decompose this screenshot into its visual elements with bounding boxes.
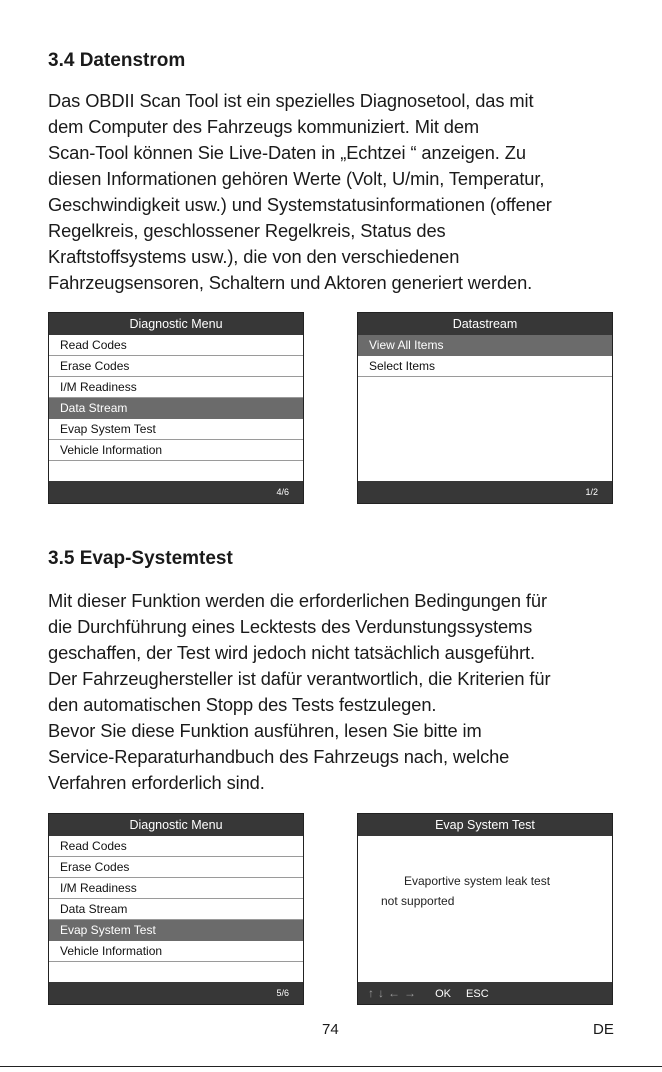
page-number: 74 <box>322 1021 339 1038</box>
menu-item-erase-codes[interactable]: Erase Codes <box>49 857 303 878</box>
screen-title: Diagnostic Menu <box>49 814 303 836</box>
screen-footer <box>49 982 303 1004</box>
screen-footer <box>358 481 612 503</box>
menu-item-data-stream[interactable]: Data Stream <box>49 398 303 419</box>
key-hints <box>368 982 489 1005</box>
screen-title: Diagnostic Menu <box>49 313 303 335</box>
screen-footer <box>358 982 612 1004</box>
page-indicator: 1/2 <box>585 487 598 497</box>
text-line: Fahrzeugsensoren, Schaltern und Aktoren generiert werden. <box>48 272 533 293</box>
text-line: Service-Reparaturhandbuch des Fahrzeugs nach, welche <box>48 746 510 767</box>
device-screen-datastream <box>357 312 613 504</box>
text-line: diesen Informationen gehören Werte (Volt, U/min, Temperatur, <box>48 168 545 189</box>
screen-title: Datastream <box>358 313 612 335</box>
menu-item-data-stream[interactable]: Data Stream <box>49 899 303 920</box>
text-line: Kraftstoffsystems usw.), die von den verschiedenen <box>48 246 460 267</box>
text-line: Der Fahrzeughersteller ist dafür verantwortlich, die Kriterien für <box>48 668 551 689</box>
menu-item-vehicle-information[interactable]: Vehicle Information <box>49 440 303 461</box>
menu-item-vehicle-information[interactable]: Vehicle Information <box>49 941 303 962</box>
menu-item-im-readiness[interactable]: I/M Readiness <box>49 878 303 899</box>
arrow-up-icon[interactable]: ↑ <box>368 986 374 1000</box>
text-line: dem Computer des Fahrzeugs kommuniziert. Mit dem <box>48 116 480 137</box>
menu-item-select-items[interactable]: Select Items <box>358 356 612 377</box>
device-screen-diagnostic-menu-evap <box>48 813 304 1005</box>
arrow-left-icon[interactable]: ← <box>388 986 400 1000</box>
section-heading-evap-systemtest: 3.5 Evap-Systemtest <box>48 548 233 569</box>
arrow-right-icon[interactable]: → <box>404 986 416 1000</box>
text-line: Das OBDII Scan Tool ist ein spezielles Diagnosetool, das mit <box>48 90 534 111</box>
paragraph-evap-systemtest <box>48 588 623 796</box>
section-heading-datenstrom: 3.4 Datenstrom <box>48 50 186 71</box>
menu-list <box>49 836 303 962</box>
language-code: DE <box>593 1021 614 1038</box>
menu-list <box>49 335 303 461</box>
text-line: den automatischen Stopp des Tests festzulegen. <box>48 694 437 715</box>
arrow-down-icon[interactable]: ↓ <box>378 986 384 1000</box>
page-indicator: 4/6 <box>276 487 289 497</box>
ok-key-label[interactable]: OK <box>435 988 451 1000</box>
text-line: die Durchführung eines Lecktests des Verdunstungssystems <box>48 616 533 637</box>
text-line: Geschwindigkeit usw.) und Systemstatusinformationen (offener <box>48 194 552 215</box>
menu-item-read-codes[interactable]: Read Codes <box>49 836 303 857</box>
text-line: Verfahren erforderlich sind. <box>48 772 265 793</box>
device-screen-evap-system-test <box>357 813 613 1005</box>
text-line: Regelkreis, geschlossener Regelkreis, Status des <box>48 220 446 241</box>
menu-item-evap-system-test[interactable]: Evap System Test <box>49 419 303 440</box>
page-indicator: 5/6 <box>276 988 289 998</box>
screen-footer <box>49 481 303 503</box>
menu-item-im-readiness[interactable]: I/M Readiness <box>49 377 303 398</box>
device-screen-diagnostic-menu <box>48 312 304 504</box>
menu-item-view-all-items[interactable]: View All Items <box>358 335 612 356</box>
menu-list <box>358 335 612 377</box>
paragraph-datenstrom <box>48 88 623 296</box>
text-line: Scan-Tool können Sie Live-Daten in „Echtzei “ anzeigen. Zu <box>48 142 526 163</box>
message-line-1: Evaportive system leak test <box>404 874 551 888</box>
bottom-divider <box>0 1066 662 1067</box>
menu-item-erase-codes[interactable]: Erase Codes <box>49 356 303 377</box>
text-line: geschaffen, der Test wird jedoch nicht tatsächlich ausgeführt. <box>48 642 536 663</box>
menu-item-read-codes[interactable]: Read Codes <box>49 335 303 356</box>
menu-item-evap-system-test[interactable]: Evap System Test <box>49 920 303 941</box>
text-line: Bevor Sie diese Funktion ausführen, lesen Sie bitte im <box>48 720 482 741</box>
message-line-2: not supported <box>381 894 455 908</box>
text-line: Mit dieser Funktion werden die erforderlichen Bedingungen für <box>48 590 547 611</box>
screen-title: Evap System Test <box>358 814 612 836</box>
esc-key-label[interactable]: ESC <box>466 988 489 1000</box>
